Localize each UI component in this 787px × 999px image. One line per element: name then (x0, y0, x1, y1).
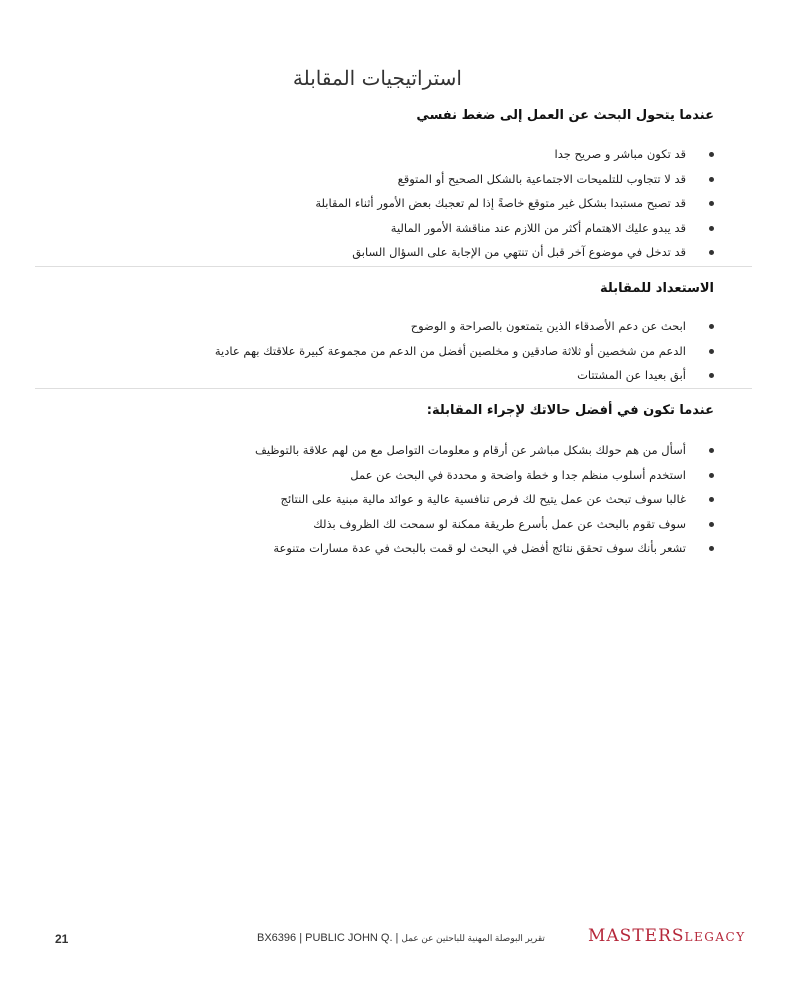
list-item-text: قد تصبح مستبدا بشكل غير متوقع خاصةً إذا لم تعجبك بعض الأمور أثناء المقابلة (315, 196, 686, 210)
page-title: استراتيجيات المقابلة (292, 66, 462, 90)
list-item (255, 536, 714, 561)
brand-logo (588, 926, 746, 946)
list-item-text: سوف تقوم بالبحث عن عمل بأسرع طريقة ممكنة لو سمحت لك الظروف بذلك (313, 516, 686, 531)
bullet-list (315, 142, 714, 265)
bullet-icon (709, 349, 714, 354)
list-item (315, 142, 714, 167)
list-item (255, 512, 714, 537)
bullet-list (215, 314, 714, 388)
list-item (215, 314, 714, 339)
report-code: BX6396 | PUBLIC JOHN Q. (257, 932, 393, 944)
list-item-text: قد تدخل في موضوع آخر قبل أن تنتهي من الإجابة على السؤال السابق (352, 245, 686, 259)
list-item-text: قد تكون مباشر و صريح جدا (554, 147, 686, 161)
section-heading: عندما تكون في أفضل حالاتك لإجراء المقابلة: (426, 403, 714, 418)
section-heading: عندما يتحول البحث عن العمل إلى ضغط نفسي (416, 108, 714, 123)
list-item-text: غالبا سوف تبحث عن عمل يتيح لك فرص تنافسية عالية و عوائد مالية مبنية على النتائج (280, 492, 686, 506)
list-item (315, 167, 714, 192)
list-item (255, 438, 714, 463)
list-item (215, 363, 714, 388)
bullet-icon (709, 373, 714, 378)
report-title: تقرير البوصلة المهنية للباحثين عن عمل (401, 933, 545, 943)
footer-separator: | (395, 932, 399, 944)
bullet-icon (709, 226, 714, 231)
list-item (255, 487, 714, 512)
section-divider (35, 388, 752, 389)
list-item-text: ابحث عن دعم الأصدقاء الذين يتمتعون بالصراحة و الوضوح (410, 319, 686, 333)
list-item (315, 191, 714, 216)
bullet-icon (709, 546, 714, 551)
list-item (255, 463, 714, 488)
bullet-icon (709, 473, 714, 478)
brand-logo-sub: LEGACY (684, 930, 746, 944)
list-item-text: استخدم أسلوب منظم جدا و خطة واضحة و محددة في البحث عن عمل (350, 467, 686, 482)
bullet-icon (709, 250, 714, 255)
list-item-text: تشعر بأنك سوف تحقق نتائج أفضل في البحث لو قمت بالبحث في عدة مسارات متنوعة (273, 541, 686, 555)
section-divider (35, 266, 752, 267)
list-item (315, 240, 714, 265)
bullet-icon (709, 152, 714, 157)
list-item-text: أبق بعيدا عن المشتتات (577, 368, 686, 382)
page-number: 21 (55, 932, 69, 946)
bullet-icon (709, 497, 714, 502)
bullet-list (255, 438, 714, 561)
list-item-text: قد لا تتجاوب للتلميحات الاجتماعية بالشكل الصحيح أو المتوقع (397, 171, 686, 186)
list-item-text: قد يبدو عليك الاهتمام أكثر من اللازم عند مناقشة الأمور المالية (390, 220, 686, 235)
bullet-icon (709, 522, 714, 527)
section-heading: الاستعداد للمقابلة (600, 281, 714, 296)
bullet-icon (709, 177, 714, 182)
list-item-text: الدعم من شخصين أو ثلاثة صادقين و مخلصين أفضل من الدعم من مجموعة كبيرة علاقتك بهم عادية (214, 343, 686, 358)
brand-logo-main: MASTERS (588, 926, 685, 946)
bullet-icon (709, 324, 714, 329)
list-item-text: أسأل من هم حولك بشكل مباشر عن أرقام و معلومات التواصل مع من لهم علاقة بالتوظيف (255, 443, 686, 457)
list-item (215, 339, 714, 364)
footer-report-info (257, 932, 545, 944)
bullet-icon (709, 448, 714, 453)
bullet-icon (709, 201, 714, 206)
list-item (315, 216, 714, 241)
